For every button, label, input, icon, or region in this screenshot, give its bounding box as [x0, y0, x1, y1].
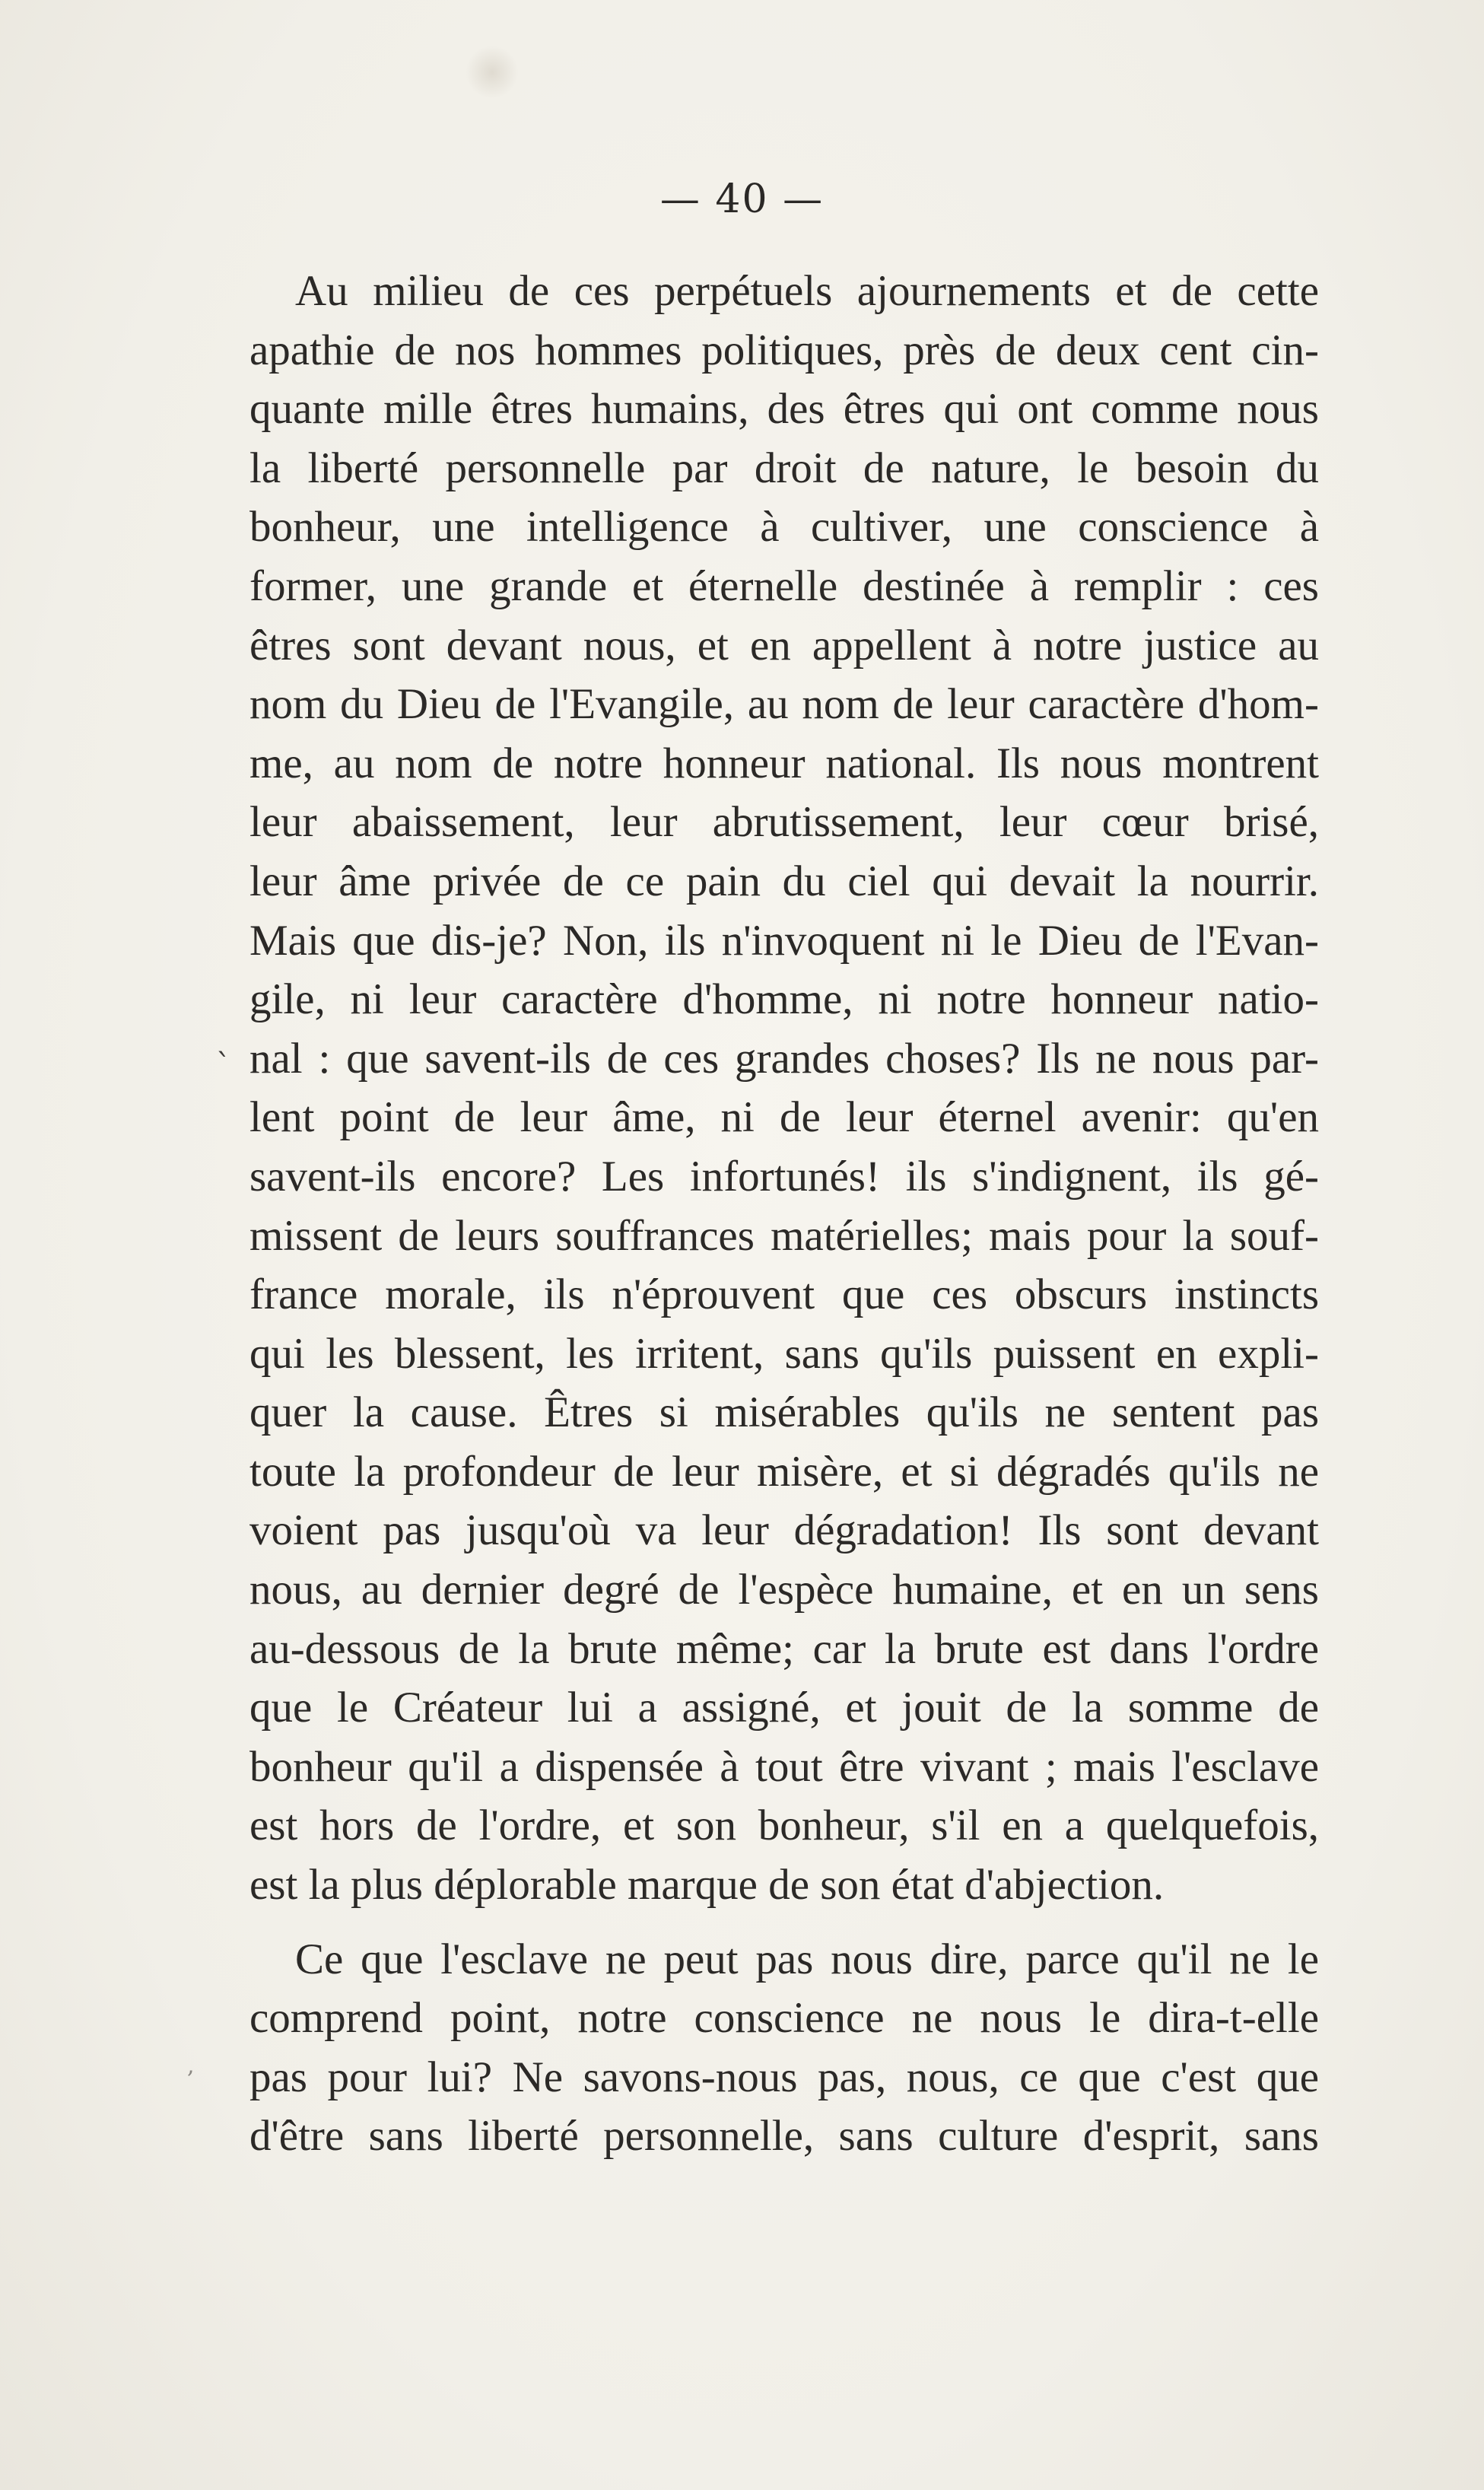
text-line: Ce que l'esclave ne peut pas nous dire, parce qu'il ne le [295, 1935, 1319, 1983]
text-line: leur âme privée de ce pain du ciel qui devait la nourrir. [249, 857, 1319, 905]
text-line: voient pas jusqu'où va leur dégradation! Ils sont devant [249, 1506, 1319, 1555]
page-number: — 40 — [659, 176, 825, 222]
text-line: nal : que savent-ils de ces grandes choses? Ils ne nous par- [249, 1034, 1319, 1083]
paragraph-gap [249, 1915, 1319, 1930]
text-line: Au milieu de ces perpétuels ajournements et de cette [295, 267, 1319, 315]
text-line: leur abaissement, leur abrutissement, leur cœur brisé, [249, 798, 1319, 847]
text-line: est hors de l'ordre, et son bonheur, s'il en a quelquefois, [249, 1802, 1319, 1850]
text-line: nom du Dieu de l'Evangile, au nom de leur caractère d'hom- [249, 680, 1319, 729]
text-line: former, une grande et éternelle destinée à remplir : ces [249, 561, 1319, 610]
text-line: quer la cause. Êtres si misérables qu'ils ne sentent pas [249, 1388, 1319, 1437]
text-line: savent-ils encore? Les infortunés! ils s'indignent, ils gé- [249, 1152, 1319, 1200]
text-line: est la plus déplorable marque de son état d'abjection. [249, 1861, 1165, 1910]
text-line: bonheur, une intelligence à cultiver, une conscience à [249, 503, 1319, 552]
text-line: quante mille êtres humains, des êtres qui ont comme nous [249, 385, 1319, 434]
margin-mark: , [187, 2053, 195, 2079]
text-line: nous, au dernier degré de l'espèce humaine, et en un sens [249, 1566, 1319, 1614]
text-line: que le Créateur lui a assigné, et jouit de la somme de [249, 1684, 1319, 1732]
text-line: toute la profondeur de leur misère, et si dégradés qu'ils ne [249, 1447, 1319, 1496]
text-line: êtres sont devant nous, et en appellent à notre justice au [249, 621, 1319, 669]
paragraph [249, 1930, 1319, 2166]
text-line: gile, ni leur caractère d'homme, ni notre honneur natio- [249, 975, 1319, 1024]
text-line: au-dessous de la brute même; car la brute est dans l'ordre [249, 1624, 1319, 1673]
text-line: la liberté personnelle par droit de nature, le besoin du [249, 444, 1319, 492]
text-line: me, au nom de notre honneur national. Ils nous montrent [249, 739, 1319, 787]
text-line: d'être sans liberté personnelle, sans culture d'esprit, sans [249, 2112, 1319, 2161]
text-line: lent point de leur âme, ni de leur éternel avenir: qu'en [249, 1093, 1319, 1142]
text-line: qui les blessent, les irritent, sans qu'ils puissent en expli- [249, 1329, 1319, 1378]
text-line: france morale, ils n'éprouvent que ces obscurs instincts [249, 1270, 1319, 1319]
text-line: comprend point, notre conscience ne nous le dira-t-elle [249, 1994, 1319, 2043]
paragraph [249, 262, 1319, 1915]
text-line: Mais que dis-je? Non, ils n'invoquent ni le Dieu de l'Evan- [249, 916, 1319, 965]
body-text [249, 262, 1319, 2166]
text-line: pas pour lui? Ne savons-nous pas, nous, ce que c'est que [249, 2053, 1319, 2101]
paper-stain [466, 46, 519, 99]
text-line: apathie de nos hommes politiques, près de deux cent cin- [249, 326, 1319, 374]
text-line: missent de leurs souffrances matérielles; mais pour la souf- [249, 1211, 1319, 1260]
margin-mark: ` [216, 1048, 231, 1083]
text-line: bonheur qu'il a dispensée à tout être vivant ; mais l'esclave [249, 1742, 1319, 1791]
